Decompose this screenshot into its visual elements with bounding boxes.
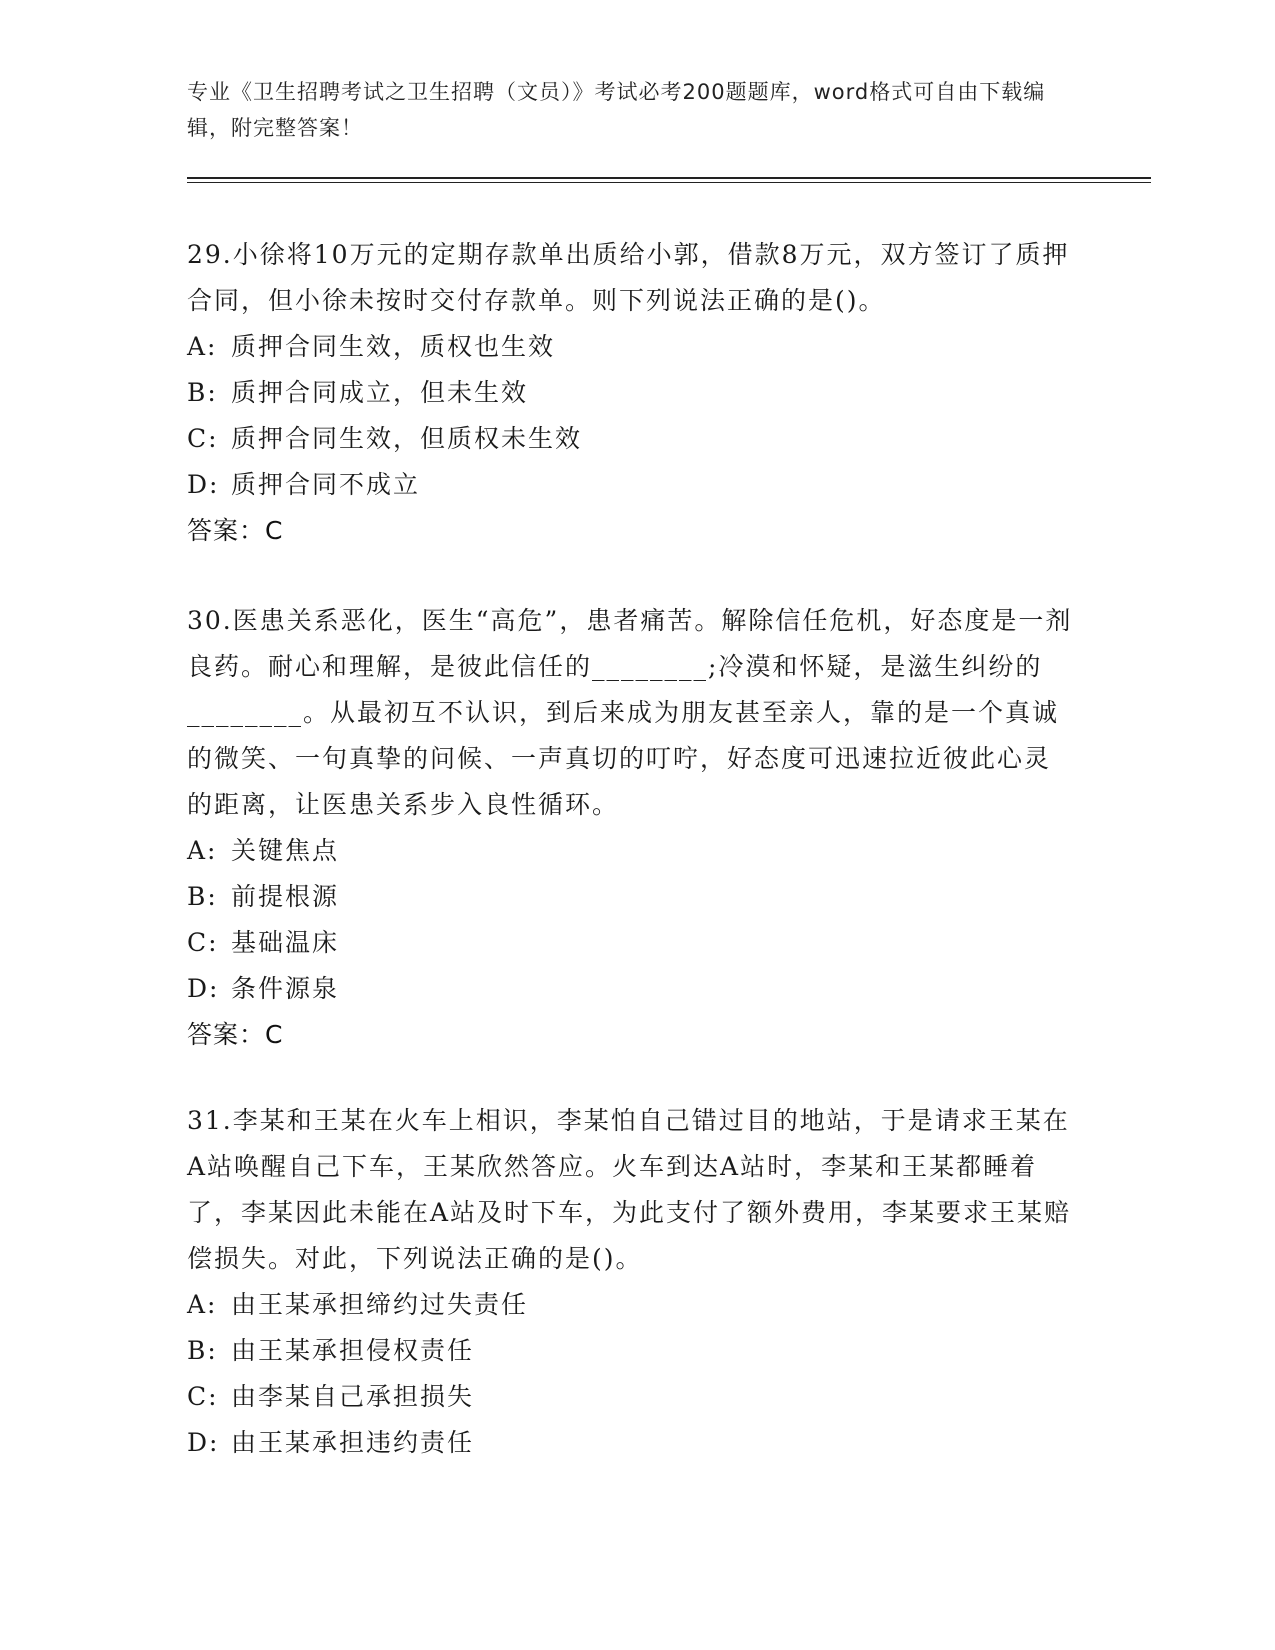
option-text: 前提根源 [231,882,340,911]
option-key: A: [187,332,218,361]
answer-line: 答案：C [187,1020,284,1049]
option-list [187,1282,1077,1466]
option-text: 质押合同生效，质权也生效 [231,332,556,361]
header-divider-thin [187,182,1151,183]
option-b [187,874,1077,920]
option-text: 条件源泉 [231,974,340,1003]
question-stem: 29.小徐将10万元的定期存款单出质给小郭，借款8万元，双方签订了质押合同，但小徐未按时交付存款单。则下列说法正确的是()。 [187,240,1070,315]
option-key: B: [187,378,218,407]
option-c [187,416,1077,462]
option-a [187,1282,1077,1328]
option-list [187,828,1077,1012]
option-text: 基础温床 [231,928,340,957]
option-text: 由李某自己承担损失 [231,1382,475,1411]
option-key: A: [187,836,218,865]
option-key: D: [187,1428,220,1457]
option-a [187,324,1077,370]
option-key: A: [187,1290,218,1319]
option-text: 质押合同成立，但未生效 [231,378,529,407]
option-d [187,462,1077,508]
option-text: 由王某承担违约责任 [231,1428,475,1457]
option-a [187,828,1077,874]
option-key: D: [187,974,220,1003]
option-key: D: [187,470,220,499]
option-key: B: [187,882,218,911]
option-d [187,966,1077,1012]
option-b [187,370,1077,416]
option-text: 质押合同生效，但质权未生效 [231,424,583,453]
question-29 [187,232,1077,554]
document-header: 专业《卫生招聘考试之卫生招聘（文员）》考试必考200题题库，word格式可自由下载编辑，附完整答案！ [187,80,1046,140]
header-divider [187,177,1151,179]
question-stem: 30.医患关系恶化，医生“高危”，患者痛苦。解除信任危机，好态度是一剂良药。耐心和理解，是彼此信任的________;冷漠和怀疑，是滋生纠纷的________。从最初互不认识，到后来成为朋友甚至亲人，靠的是一个真诚的微笑、一句真挚的问候、一声真切的叮咛，好态度可迅速拉近彼此心灵的距离，让医患关系步入良性循环。 [187,606,1073,819]
question-31 [187,1098,1077,1466]
option-key: C: [187,1382,219,1411]
question-stem: 31.李某和王某在火车上相识，李某怕自己错过目的地站，于是请求王某在A站唤醒自己下车，王某欣然答应。火车到达A站时，李某和王某都睡着了，李某因此未能在A站及时下车，为此支付了额外费用，李某要求王某赔偿损失。对此，下列说法正确的是()。 [187,1106,1072,1273]
option-b [187,1328,1077,1374]
option-c [187,920,1077,966]
option-text: 质押合同不成立 [231,470,421,499]
option-key: C: [187,928,219,957]
option-text: 由王某承担缔约过失责任 [231,1290,529,1319]
question-30 [187,598,1077,1058]
option-c [187,1374,1077,1420]
option-text: 由王某承担侵权责任 [231,1336,475,1365]
option-key: B: [187,1336,218,1365]
option-text: 关键焦点 [231,836,340,865]
answer-line: 答案：C [187,516,284,545]
option-d [187,1420,1077,1466]
option-key: C: [187,424,219,453]
option-list [187,324,1077,508]
